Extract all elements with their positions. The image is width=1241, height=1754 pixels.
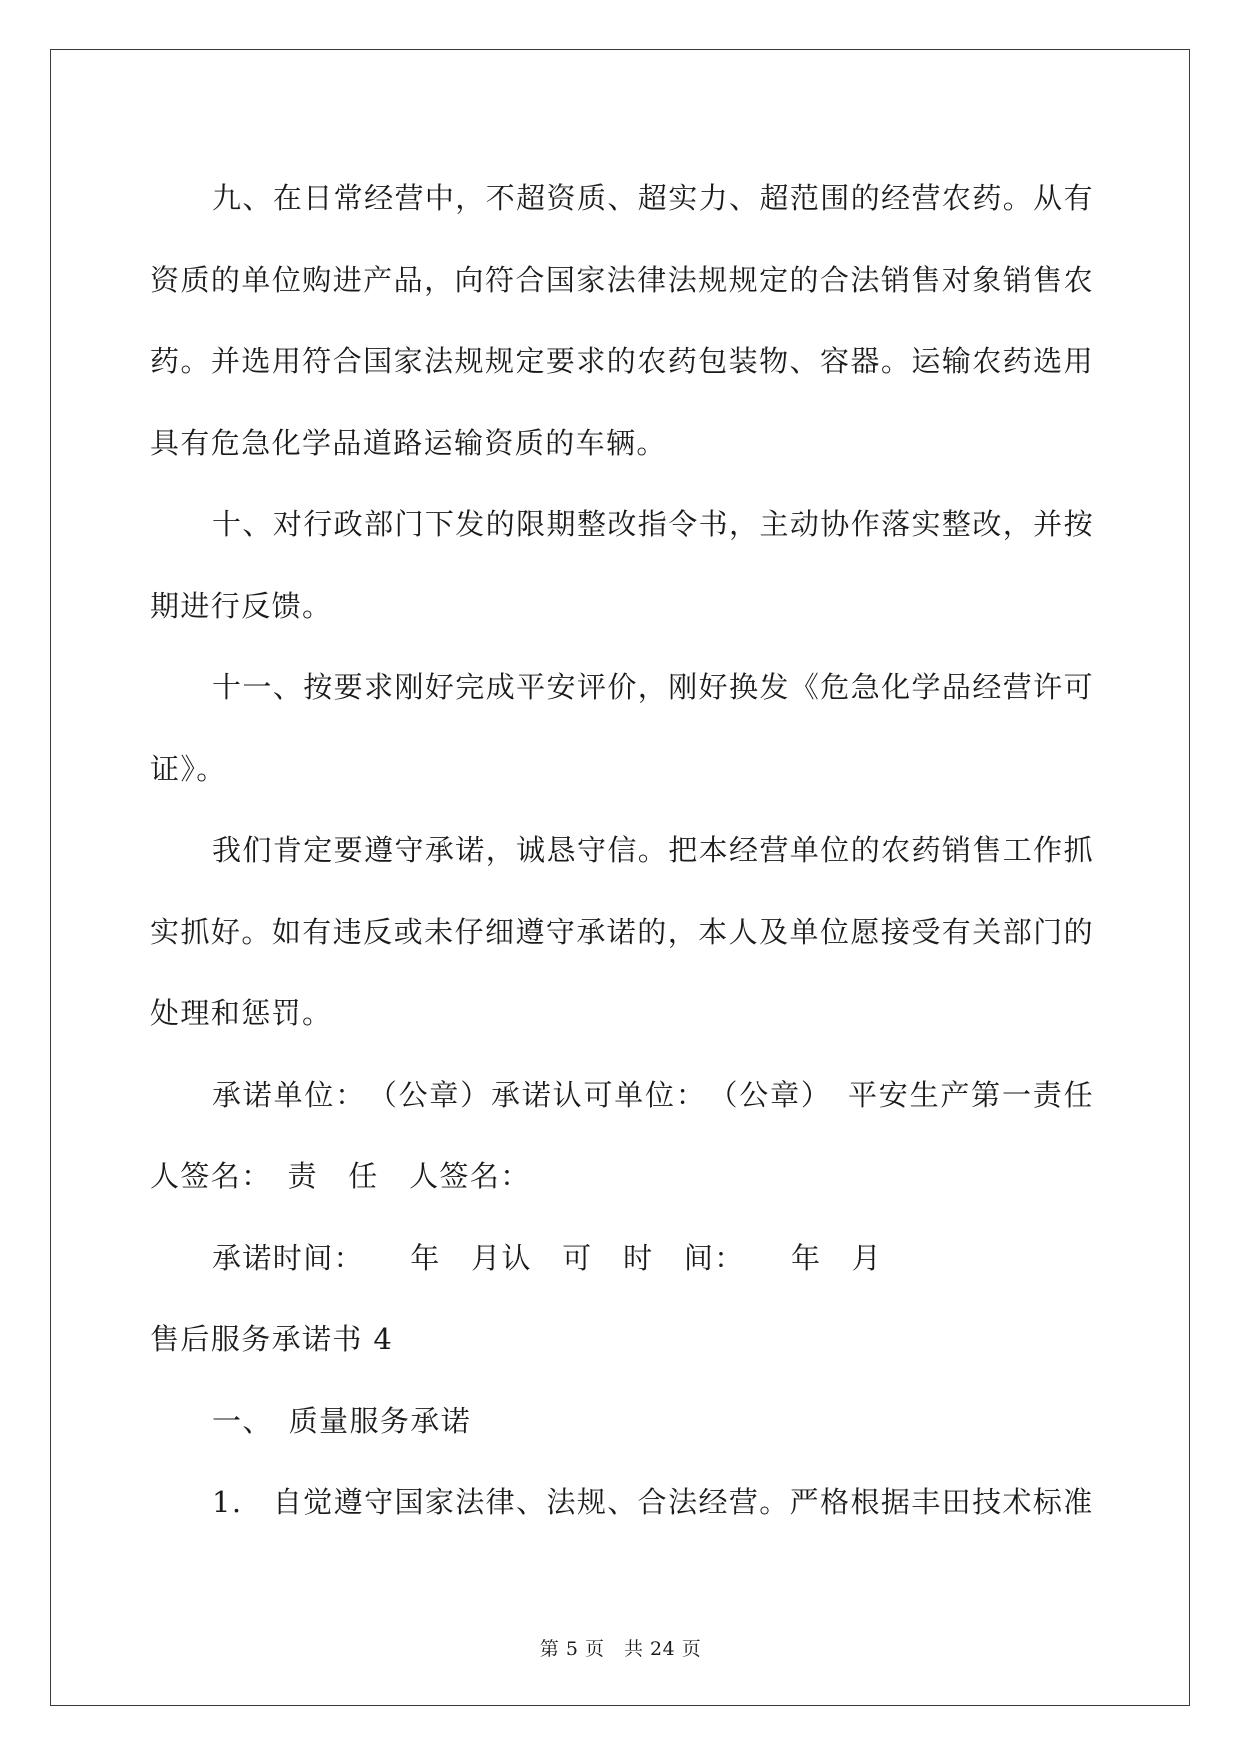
paragraph-item-11: 十一、按要求刚好完成平安评价，刚好换发《危急化学品经营许可证》。: [150, 670, 1094, 786]
section-heading-quality: 一、 质量服务承诺: [212, 1403, 472, 1438]
section-title: 售后服务承诺书 4: [150, 1322, 394, 1356]
paragraph-date: 承诺时间： 年 月认 可 时 间： 年 月: [212, 1240, 883, 1275]
paragraph-pledge: 我们肯定要遵守承诺，诚恳守信。把本经营单位的农药销售工作抓实抓好。如有违反或未仔细遵守承诺的，本人及单位愿接受有关部门的处理和惩罚。: [150, 833, 1094, 1030]
paragraph-item-10: 十、对行政部门下发的限期整改指令书，主动协作落实整改，并按期进行反馈。: [150, 507, 1094, 623]
list-item-1: 1. 自觉遵守国家法律、法规、合法经营。严格根据丰田技术标准: [212, 1485, 1094, 1519]
document-body: [150, 158, 1094, 1544]
page-footer: [0, 1634, 1241, 1661]
paragraph-item-9: 九、在日常经营中，不超资质、超实力、超范围的经营农药。从有资质的单位购进产品，向符合国家法律法规规定的合法销售对象销售农药。并选用符合国家法规规定要求的农药包装物、容器。运输农药选用具有危急化学品道路运输资质的车辆。: [150, 181, 1094, 460]
page-number-label: 第 5 页 共 24 页: [539, 1638, 702, 1660]
paragraph-signature: 承诺单位： （公章）承诺认可单位： （公章） 平安生产第一责任人签名： 责 任 人签名：: [150, 1077, 1094, 1193]
